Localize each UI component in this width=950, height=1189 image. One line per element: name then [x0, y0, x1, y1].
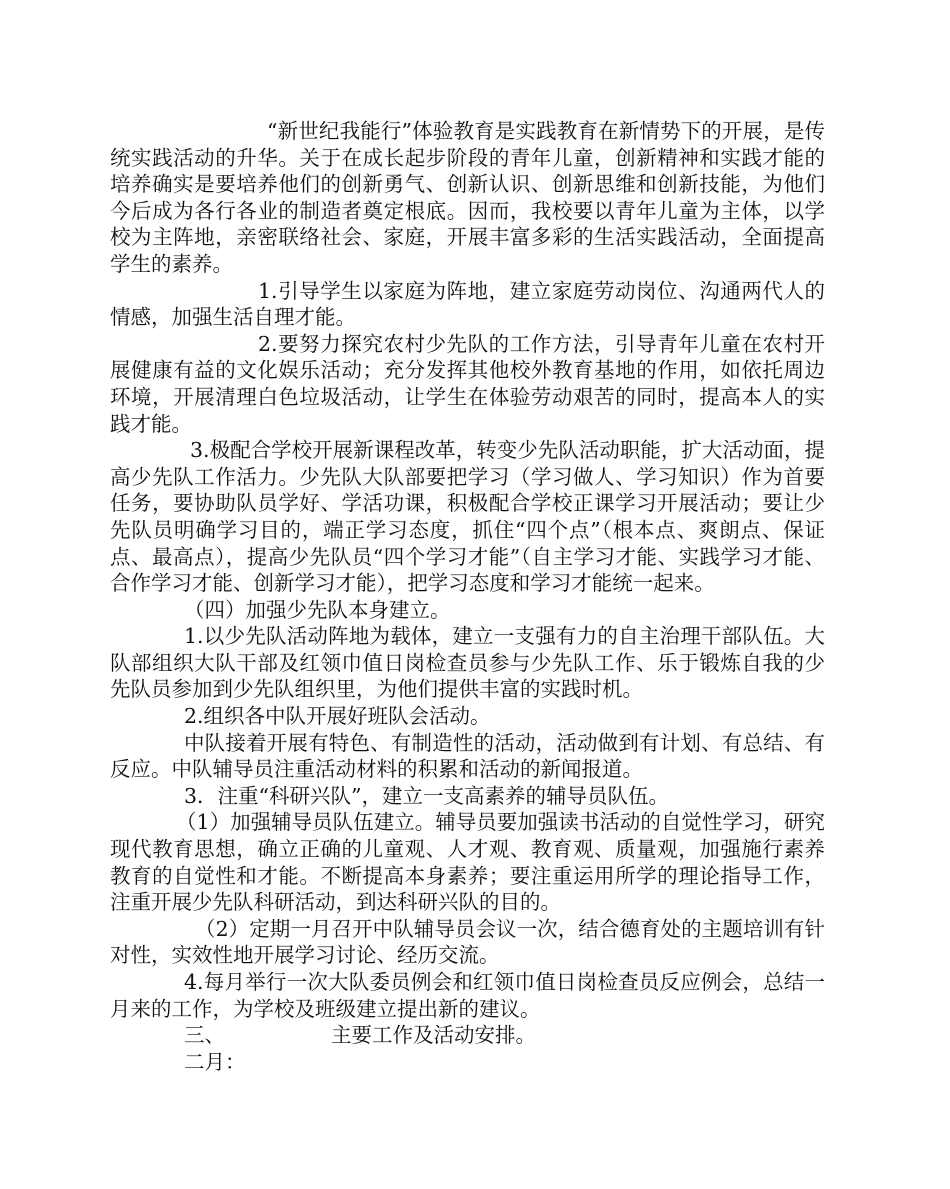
section-three-number: 三、	[184, 1023, 225, 1048]
counselor-subitem-2: （2）定期一月召开中队辅导员会议一次，结合德育处的主题培训有针对性，实效性地开展学习讨论、经历交流。	[110, 916, 825, 968]
section-four-item-2: 2.组织各中队开展好班队会活动。	[184, 704, 491, 729]
section-four-item-4: 4.每月举行一次大队委员例会和红领巾值日岗检查员反应例会，总结一月来的工作，为学校及班级建立提出新的建议。	[110, 970, 825, 1021]
intro-paragraph: “新世纪我能行”体验教育是实践教育在新情势下的开展，是传统实践活动的升华。关于在成长起步阶段的青年儿童，创新精神和实践才能的培养确实是要培养他们的创新勇气、创新认识、创新思维和创新技能，为他们今后成为各行各业的制造者奠定根底。因而，我校要以青年儿童为主体，以学校为主阵地，亲密联络社会、家庭，开展丰富多彩的生活实践活动，全面提高学生的素养。	[110, 119, 825, 276]
item-1-paragraph: 1.引导学生以家庭为阵地，建立家庭劳动岗位、沟通两代人的情感，加强生活自理才能。	[110, 278, 825, 330]
month-heading: 二月：	[184, 1049, 246, 1074]
item-3-paragraph: 3.极配合学校开展新课程改革，转变少先队活动职能，扩大活动面，提高少先队工作活力。少先队大队部要把学习（学习做人、学习知识）作为首要任务，要协助队员学好、学活功课，积极配合学校正课学习开展活动；要让少先队员明确学习目的，端正学习态度，抓住“四个点”（根本点、爽朗点、保证点、最高点），提高少先队员“四个学习才能”（自主学习才能、实践学习才能、合作学习才能、创新学习才能），把学习态度和学习才能统一起来。	[110, 438, 825, 596]
section-four-heading: （四）加强少先队本身建立。	[184, 597, 451, 622]
document-body	[110, 118, 825, 1075]
section-four-item-1: 1.以少先队活动阵地为载体，建立一支强有力的自主治理干部队伍。大队部组织大队干部及红领巾值日岗检查员参与少先队工作、乐于锻炼自我的少先队员参加到少先队组织里，为他们提供丰富的实践时机。	[110, 624, 825, 702]
section-four-item-3: 3．注重“科研兴队”，建立一支高素养的辅导员队伍。	[184, 783, 670, 808]
item-2-paragraph: 2.要努力探究农村少先队的工作方法，引导青年儿童在农村开展健康有益的文化娱乐活动；充分发挥其他校外教育基地的作用，如依托周边环境，开展清理白色垃圾活动，让学生在体验劳动艰苦的同时，提高本人的实践才能。	[110, 331, 825, 436]
squadron-activity-paragraph: 中队接着开展有特色、有制造性的活动，活动做到有计划、有总结、有反应。中队辅导员注重活动材料的积累和活动的新闻报道。	[110, 730, 825, 782]
counselor-subitem-1: （1）加强辅导员队伍建立。辅导员要加强读书活动的自觉性学习，研究现代教育思想，确立正确的儿童观、人才观、教育观、质量观，加强施行素养教育的自觉性和才能。不断提高本身素养；要注重运用所学的理论指导工作，注重开展少先队科研活动，到达科研兴队的目的。	[110, 810, 825, 915]
section-three-heading	[110, 1022, 825, 1049]
section-three-title: 主要工作及活动安排。	[331, 1023, 536, 1048]
